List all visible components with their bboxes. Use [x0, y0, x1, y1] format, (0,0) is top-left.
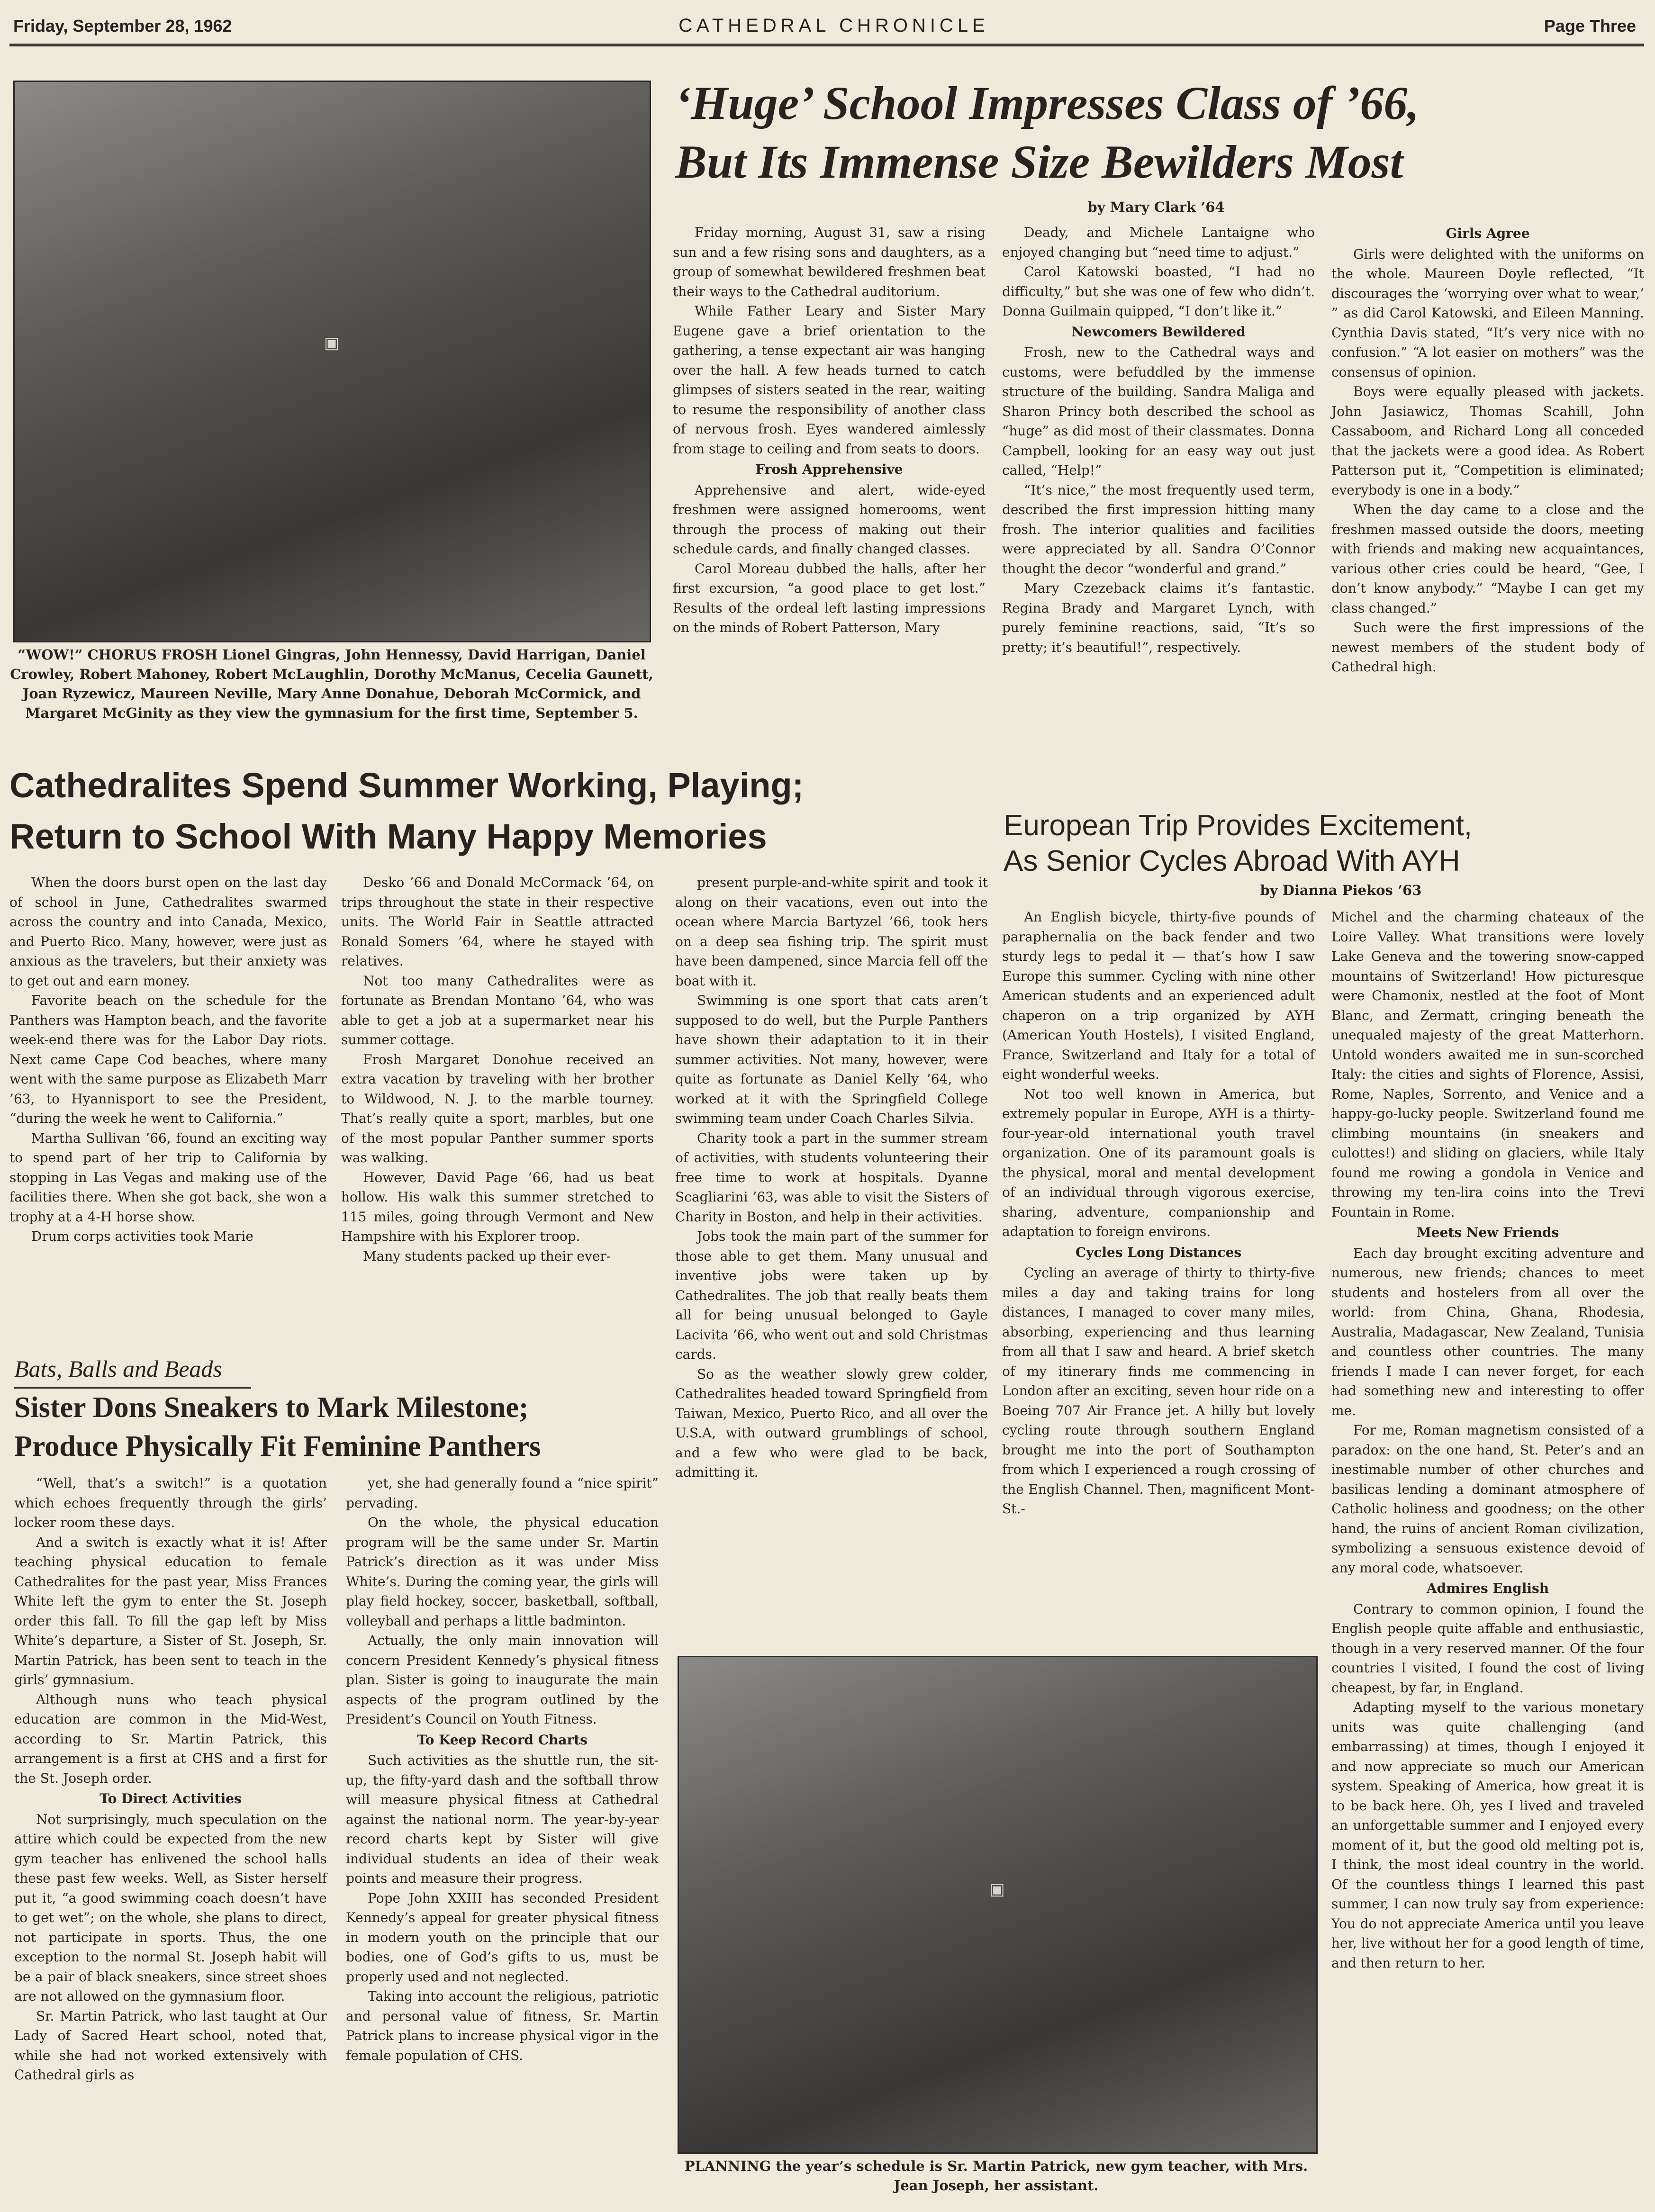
masthead: CATHEDRAL CHRONICLE: [678, 15, 989, 36]
paragraph: Apprehensive and alert, wide-eyed freshmen were assigned homerooms, went through the process of making out their schedule cards, and finally changed classes.: [673, 482, 986, 557]
subhead: To Keep Record Charts: [417, 1732, 588, 1748]
paragraph: Not too many Cathedralites were as fortunate as Brendan Montano ’64, who was able to get a job at a supermarket near his summer cottage.: [341, 973, 654, 1047]
paragraph: Although nuns who teach physical education are common in the Mid-West, according to Sr. Martin Patrick, this arrangement is a first at CHS and a first for the St. Joseph order.: [14, 1691, 327, 1786]
paragraph: Martha Sullivan ’66, found an exciting way to spend part of her trip to California by stopping in Las Vegas and making use of the facilities there. When she got back, she won a trophy at a 4-H horse show.: [9, 1130, 327, 1225]
paragraph: Frosh Margaret Donohue received an extra vacation by traveling with her brother to Wildwood, N. J. to the marble tourney. That’s really quite a sport, marbles, but one of the most popular Panther summer sports was walking.: [341, 1051, 654, 1165]
article-headline: Produce Physically Fit Feminine Panthers: [14, 1430, 541, 1463]
paragraph: “It’s nice,” the most frequently used term, described the first impression hitting many frosh. The interior qualities and facilities were appreciated by all. Sandra O’Connor thought the decor “wonderful and grand.”: [1002, 482, 1315, 577]
subhead: Meets New Friends: [1416, 1225, 1559, 1240]
paragraph: So as the weather slowly grew colder, Cathedralites headed toward Springfield from Taiwan, Mexico, Puerto Rico, and all over the U.S.A, with outward grumblings of school, and a few who were glad to be back, admitting it.: [675, 1366, 988, 1480]
article-byline: by Mary Clark ’64: [1087, 199, 1225, 215]
header-rule: [9, 44, 1644, 46]
article-headline: European Trip Provides Excitement,: [1004, 809, 1473, 842]
article-column: [14, 1473, 327, 2085]
paragraph: Adapting myself to the various monetary units was quite challenging (and embarrassing) at times, though I enjoyed it and now appreciate so much our American system. Speaking of America, how great it is to be back here. Oh, yes I lived and traveled an unforgettable summer and I enjoyed every moment of it, but the good old melting pot is, I think, the most ideal country in the world. Of the countless things I learned this past summer, I can now truly say from experience: You do not appreciate America until you leave her, live without her for a good length of time, and then return to her.: [1331, 1699, 1644, 1971]
section-kicker: Bats, Balls and Beads: [14, 1355, 222, 1382]
paragraph: Girls were delighted with the uniforms on the whole. Maureen Doyle reflected, “It discourages the ‘worrying over what to wear,’ ” as did Carol Katowski, and Eileen Manning. Cynthia Davis stated, “It’s very nice with no confusion.” “A lot easier on mothers” was the consensus of opinion.: [1331, 246, 1644, 380]
paragraph: Jobs took the main part of the summer for those able to get them. Many unusual and inventive jobs were taken up by Cathedralites. The job that really beats them all for being unusual belonged to Gayle Lacivita ’66, who went out and sold Christmas cards.: [675, 1228, 988, 1362]
paragraph: Drum corps activities took Marie: [31, 1228, 253, 1244]
paragraph: On the whole, the physical education program will be the same under Sr. Martin Patrick’s direction as it was under Miss White’s. During the coming year, the girls will play field hockey, soccer, basketball, softball, volleyball and perhaps a little badminton.: [346, 1515, 659, 1629]
article-headline: ‘Huge’ School Impresses Class of ’66,: [675, 77, 1420, 129]
article-column: [675, 873, 988, 1482]
article-headline: As Senior Cycles Abroad With AYH: [1004, 845, 1460, 877]
paragraph: When the day came to a close and the freshmen massed outside the doors, meeting with friends and making new acquaintances, various other cries could be heard, “Gee, I don’t know anybody.” “Maybe I can get my class changed.”: [1331, 502, 1644, 616]
article-column: [1002, 223, 1315, 657]
subhead: Frosh Apprehensive: [755, 461, 903, 477]
paragraph: Frosh, new to the Cathedral ways and customs, were befuddled by the immense structure of the building. Sandra Maliga and Sharon Princy both described the school as “huge” as did most of their classmates. Donna Campbell, looking for an easy way out just called, “Help!”: [1002, 344, 1315, 478]
paragraph: Not too well known in America, but extremely popular in Europe, AYH is a thirty-four-year-old international youth travel organization. One of its paramount goals is the physical, moral and mental development of an individual through vigorous exercise, sharing, adventure, companionship and adaptation to foreign environs.: [1002, 1086, 1315, 1239]
paragraph: While Father Leary and Sister Mary Eugene gave a brief orientation to the gathering, a tense expectant air was hanging over the hall. A few heads turned to catch glimpses of sisters seated in the rear, waiting to resume the responsibility of another class of nervous frosh. Eyes wandered aimlessly from stage to ceiling and from seats to doors.: [673, 303, 986, 457]
paragraph: Favorite beach on the schedule for the Panthers was Hampton beach, and the favorite week-end there was for the Labor Day riots. Next came Cape Cod beaches, where many went with the same purpose as Elizabeth Marr ’63, to Hyannisport to see the President, “during the week he went to California.”: [9, 993, 327, 1126]
paragraph: “Well, that’s a switch!” is a quotation which echoes frequently through the girls’ locker room these days.: [14, 1475, 327, 1530]
article-column: [1331, 907, 1644, 1973]
issue-date: Friday, September 28, 1962: [13, 16, 232, 36]
photo-caption: “WOW!” CHORUS FROSH Lionel Gingras, John Hennessy, David Harrigan, Daniel Crowley, Robert Mahoney, Robert McLaughlin, Dorothy McManus, Cecelia Gaunett, Joan Ryzewicz, Maureen Neville, Mary Anne Donahue, Deborah McCormick, and Margaret McGinity as they view the gymnasium for the first time, September 5.: [10, 647, 653, 721]
paragraph: Actually, the only main innovation will concern President Kennedy’s physical fitness plan. Sister is going to inaugurate the main aspects of the program outlined by the President’s Council on Youth Fitness.: [346, 1633, 659, 1727]
paragraph: Desko ’66 and Donald McCormack ’64, on trips throughout the state in their respective units. The World Fair in Seattle attracted Ronald Somers ’64, where he stayed with relatives.: [341, 875, 654, 969]
article-headline: Return to School With Many Happy Memories: [9, 817, 767, 856]
paragraph: However, David Page ’66, had us beat hollow. His walk this summer stretched to 115 miles, going through Vermont and New Hampshire with his Explorer troop.: [341, 1169, 654, 1244]
paragraph: Each day brought exciting adventure and numerous, new friends; chances to meet students and hostelers from all over the world: from China, Ghana, Rhodesia, Australia, Madagascar, New Zealand, Tunisia and countless other countries. The many friends I made I can never forget, for each had something new and interesting to offer me.: [1331, 1245, 1644, 1418]
paragraph: Deady, and Michele Lantaigne who enjoyed changing but “need time to adjust.”: [1002, 225, 1315, 260]
paragraph: Pope John XXIII has seconded President Kennedy’s appeal for greater physical fitness in modern youth on the principle that our bodies, one of God’s gifts to us, must be properly used and not neglected.: [346, 1890, 659, 1985]
subhead: To Direct Activities: [99, 1791, 242, 1806]
photo-placeholder-icon: ▣: [324, 334, 341, 352]
article-column: [9, 873, 327, 1246]
paragraph: Such were the first impressions of the newest members of the student body of Cathedral high.: [1331, 620, 1644, 675]
paragraph: An English bicycle, thirty-five pounds of paraphernalia on the back fender and two sturdy legs to pedal it — that’s how I saw Europe this summer. Cycling with nine other American students and an experienced adult chaperon on a trip organized by AYH (American Youth Hostels), I visited England, France, Switzerland and Italy for a total of eight wonderful weeks.: [1002, 909, 1315, 1082]
paragraph: Friday morning, August 31, saw a rising sun and a few rising sons and daughters, as a group of somewhat bewildered freshmen beat their ways to the Cathedral auditorium.: [673, 225, 986, 299]
paragraph: Swimming is one sport that cats aren’t supposed to do well, but the Purple Panthers have shown their adaptation to it in their summer activities. Not many, however, were quite as fortunate as Daniel Kelly ’64, who worked at it with the Springfield College swimming team under Coach Charles Silvia.: [675, 993, 988, 1126]
paragraph: Sr. Martin Patrick, who last taught at Our Lady of Sacred Heart school, noted that, while she had not worked extensively with Cathedral girls as: [14, 2008, 327, 2083]
article-column: [346, 1473, 659, 2065]
subhead: Newcomers Bewildered: [1071, 324, 1246, 340]
paragraph: Contrary to common opinion, I found the English people quite affable and enthusiastic, though in a very reserved manner. Of the four countries I visited, I found the cost of living cheapest, by far, in England.: [1331, 1601, 1644, 1696]
paragraph: Many students packed up their ever-: [363, 1248, 611, 1264]
paragraph: Such activities as the shuttle run, the sit-up, the fifty-yard dash and the softball throw will measure physical fitness at Cathedral against the national norm. The year-by-year record charts kept by Sister will give individual students an idea of their weak points and measure their progress.: [346, 1752, 659, 1886]
article-headline: But Its Immense Size Bewilders Most: [675, 135, 1403, 188]
paragraph: Charity took a part in the summer stream of activities, with students volunteering their free time to work at hospitals. Dyanne Scagliarini ’63, was able to visit the Sisters of Charity in Boston, and help in their activities.: [675, 1130, 988, 1225]
photo-caption: PLANNING the year’s schedule is Sr. Martin Patrick, new gym teacher, with Mrs. Jean Joseph, her assistant.: [684, 2158, 1308, 2194]
photo-placeholder-icon: ▣: [989, 1880, 1006, 1899]
paragraph: And a switch is exactly what it is! After teaching physical education to female Cathedralites for the past year, Miss Frances White left the gym to enter the St. Joseph order this fall. To fill the gap left by Miss White’s departure, a Sister of St. Joseph, Sr. Martin Patrick, has been sent to teach in the girls’ gymnasium.: [14, 1534, 327, 1688]
article-column: [1331, 223, 1644, 677]
subhead: Admires English: [1426, 1580, 1549, 1596]
subhead: Girls Agree: [1446, 226, 1530, 241]
chorus-frosh-photo: [13, 81, 651, 642]
paragraph: present purple-and-white spirit and took it along on their vacations, even out into the ocean where Marcia Bartyzel ’66, took hers on a deep sea fishing trip. The spirit must have been dampened, since Marcia fell off the boat with it.: [675, 875, 988, 989]
paragraph: Michel and the charming chateaux of the Loire Valley. What transitions were lovely Lake Geneva and the towering snow-capped mountains of Switzerland! How picturesque were Chamonix, nestled at the foot of Mont Blanc, and Zermatt, cringing beneath the unequaled majesty of the great Matterhorn. Untold wonders awaited me in sun-scorched Italy: the cities and sights of Florence, Assisi, Rome, Naples, Sorrento, and Venice and a happy-go-lucky people. Switzerland found me climbing mountains (in sneakers and culottes!) and sliding on glaciers, while Italy found me rowing a gondola in Venice and throwing my ten-lira coins into the Trevi Fountain in Rome.: [1331, 909, 1644, 1220]
paragraph: Mary Czezeback claims it’s fantastic. Regina Brady and Margaret Lynch, with purely feminine reactions, said, “It’s so pretty; it’s beautiful!”, respectively.: [1002, 580, 1315, 655]
page-number: Page Three: [1544, 16, 1636, 36]
paragraph: Taking into account the religious, patriotic and personal value of fitness, Sr. Martin Patrick plans to increase physical vigor in the female population of CHS.: [346, 1988, 659, 2063]
subhead: Cycles Long Distances: [1075, 1244, 1242, 1260]
paragraph: Not surprisingly, much speculation on the attire which could be expected from the new gym teacher has enlivened the school halls these past few weeks. Well, as Sister herself put it, “a good swimming coach doesn’t have to get wet”; on the whole, she plans to direct, not participate in sports. Thus, the one exception to the normal St. Joseph habit will be a pair of black sneakers, since street shoes are not allowed on the gymnasium floor.: [14, 1811, 327, 2004]
article-byline: by Dianna Piekos ’63: [1260, 882, 1422, 898]
article-headline: Sister Dons Sneakers to Mark Milestone;: [14, 1391, 529, 1424]
paragraph: When the doors burst open on the last day of school in June, Cathedralites swarmed across the country and into Canada, Mexico, and Puerto Rico. Many, however, were just as anxious as the travelers, but their anxiety was to get out and earn money.: [9, 875, 327, 989]
paragraph: Carol Katowski boasted, “I had no difficulty,” but she was one of few who didn’t. Donna Guilmain quipped, “I don’t like it.”: [1002, 264, 1315, 319]
paragraph: For me, Roman magnetism consisted of a paradox: on the one hand, St. Peter’s and an inestimable number of other churches and basilicas lending a dominant atmosphere of Catholic holiness and goodness; on the other hand, the ruins of ancient Roman civilization, symbolizing a sensuous existence devoid of any moral code, whatsoever.: [1331, 1422, 1644, 1576]
gym-teacher-photo: [678, 1656, 1318, 2154]
paragraph: Cycling an average of thirty to thirty-five miles a day and taking trains for long distances, I managed to cover many miles, absorbing, experiencing and thus learning from all that I saw and heard. A brief sketch of my itinerary finds me commencing in London after an exciting, seven hour ride on a Boeing 707 Air France jet. A hilly but lovely cycling route through southern England brought me into the port of Southampton from which I experienced a rough crossing of the English Channel. Then, magnificent Mont-St.-: [1002, 1265, 1315, 1517]
paragraph: yet, she had generally found a “nice spirit” pervading.: [346, 1475, 659, 1511]
paragraph: Boys were equally pleased with jackets. John Jasiawicz, Thomas Scahill, John Cassaboom, and Richard Long all conceded that the jackets were a good idea. As Robert Patterson put it, “Competition is eliminated; everybody is one in a body.”: [1331, 384, 1644, 498]
article-column: [341, 873, 654, 1266]
article-headline: Cathedralites Spend Summer Working, Playing;: [9, 766, 804, 805]
paragraph: Carol Moreau dubbed the halls, after her first excursion, “a good place to get lost.” Results of the ordeal left lasting impressions on the minds of Robert Patterson, Mary: [673, 560, 986, 635]
article-column: [1002, 907, 1315, 1519]
article-column: [673, 223, 986, 638]
